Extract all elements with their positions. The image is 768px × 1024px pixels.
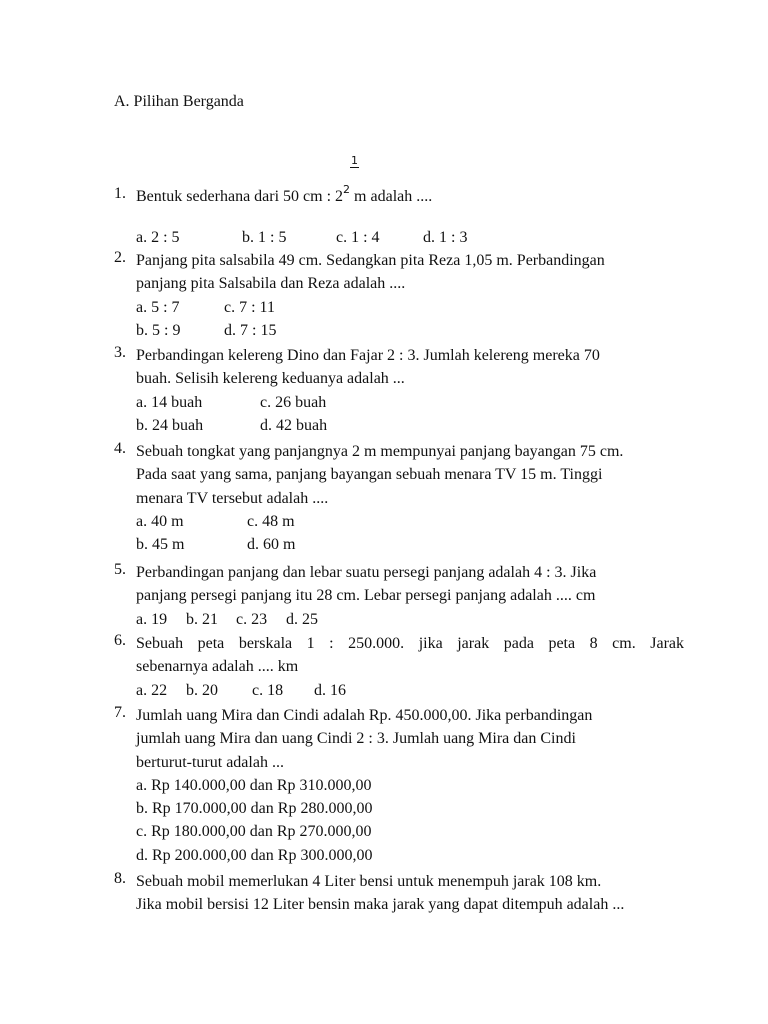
options	[136, 391, 684, 438]
question-number: 5.	[114, 561, 126, 578]
question-line: buah. Selisih kelereng keduanya adalah ...	[136, 370, 405, 388]
option-c: c. 48 m	[247, 512, 295, 530]
question-number: 8.	[114, 870, 126, 887]
question-line: panjang pita Salsabila dan Reza adalah ....	[136, 275, 406, 293]
option-b: b. 1 : 5	[242, 229, 287, 247]
fraction	[350, 155, 359, 169]
fraction-denominator: 2	[343, 183, 351, 196]
option-a: a. 40 m	[136, 512, 184, 530]
question-6	[114, 632, 684, 702]
question-text	[136, 154, 684, 209]
question-text	[136, 561, 684, 608]
option-b: b. Rp 170.000,00 dan Rp 280.000,00	[136, 800, 373, 818]
question-text	[136, 344, 684, 391]
option-a: a. 2 : 5	[136, 229, 180, 247]
options	[136, 296, 684, 343]
question-line: jumlah uang Mira dan uang Cindi 2 : 3. Jumlah uang Mira dan Cindi	[136, 730, 576, 748]
question-4	[114, 440, 684, 556]
option-d: d. 1 : 3	[423, 229, 468, 247]
question-number: 2.	[114, 249, 126, 266]
option-c: c. 18	[252, 681, 284, 699]
options	[136, 226, 684, 249]
question-text	[136, 440, 684, 510]
question-number: 4.	[114, 440, 126, 457]
option-a: a. 19	[136, 610, 168, 628]
question-line: Perbandingan kelereng Dino dan Fajar 2 : 3. Jumlah kelereng mereka 70	[136, 347, 600, 364]
question-1	[114, 154, 684, 250]
question-line: Sebuah mobil memerlukan 4 Liter bensi untuk menempuh jarak 108 km.	[136, 873, 602, 890]
question-number: 1.	[114, 185, 126, 202]
option-d: d. 60 m	[247, 536, 296, 554]
question-line: Jumlah uang Mira dan Cindi adalah Rp. 450.000,00. Jika perbandingan	[136, 707, 593, 724]
question-line: sebenarnya adalah .... km	[136, 658, 299, 676]
option-d: d. 42 buah	[260, 416, 328, 434]
question-line: Sebuah tongkat yang panjangnya 2 m mempunyai panjang bayangan 75 cm.	[136, 443, 624, 460]
question-text	[136, 632, 684, 679]
question-line: menara TV tersebut adalah ....	[136, 489, 329, 507]
option-c: c. Rp 180.000,00 dan Rp 270.000,00	[136, 823, 372, 841]
option-b: b. 20	[186, 681, 218, 699]
option-b: b. 5 : 9	[136, 321, 181, 339]
options	[136, 510, 684, 557]
options	[136, 679, 684, 702]
question-7	[114, 704, 684, 867]
option-d: d. Rp 200.000,00 dan Rp 300.000,00	[136, 846, 373, 864]
option-a: a. 5 : 7	[136, 298, 180, 316]
options	[136, 774, 684, 867]
question-line: Perbandingan panjang dan lebar suatu persegi panjang adalah 4 : 3. Jika	[136, 564, 597, 581]
option-d: d. 25	[286, 610, 318, 628]
fraction-bar	[350, 167, 359, 168]
question-text	[136, 704, 684, 774]
option-a: a. 22	[136, 681, 168, 699]
question-text	[136, 870, 684, 917]
question-8	[114, 870, 684, 917]
section-title: A. Pilihan Berganda	[114, 93, 244, 110]
question-line: Jika mobil bersisi 12 Liter bensin maka jarak yang dapat ditempuh adalah ...	[136, 896, 625, 914]
question-number: 6.	[114, 632, 126, 649]
question-number: 3.	[114, 344, 126, 361]
option-b: b. 24 buah	[136, 416, 204, 434]
option-a: a. Rp 140.000,00 dan Rp 310.000,00	[136, 776, 372, 794]
option-d: d. 16	[314, 681, 346, 699]
option-c: c. 7 : 11	[224, 298, 275, 316]
option-d: d. 7 : 15	[224, 321, 277, 339]
question-line: Sebuah peta berskala 1 : 250.000. jika jarak pada peta 8 cm. Jarak	[136, 635, 684, 652]
question-number: 7.	[114, 704, 126, 721]
question-line: Pada saat yang sama, panjang bayangan sebuah menara TV 15 m. Tinggi	[136, 466, 603, 484]
question-2	[114, 249, 684, 342]
option-b: b. 45 m	[136, 536, 185, 554]
option-c: c. 1 : 4	[336, 229, 380, 247]
question-3	[114, 344, 684, 437]
option-b: b. 21	[186, 610, 218, 628]
option-c: c. 23	[236, 610, 268, 628]
option-c: c. 26 buah	[260, 393, 327, 411]
question-line: berturut-turut adalah ...	[136, 753, 284, 771]
options	[136, 608, 684, 631]
option-a: a. 14 buah	[136, 393, 203, 411]
question-text	[136, 249, 684, 296]
question-5	[114, 561, 684, 631]
question-line: panjang persegi panjang itu 28 cm. Lebar persegi panjang adalah .... cm	[136, 587, 596, 605]
question-text-after: m adalah ....	[350, 188, 433, 205]
question-text-before: Bentuk sederhana dari 50 cm : 2	[136, 188, 344, 205]
fraction-numerator: 1	[351, 154, 359, 167]
question-line: Panjang pita salsabila 49 cm. Sedangkan pita Reza 1,05 m. Perbandingan	[136, 252, 605, 269]
mixed-fraction	[343, 154, 359, 209]
